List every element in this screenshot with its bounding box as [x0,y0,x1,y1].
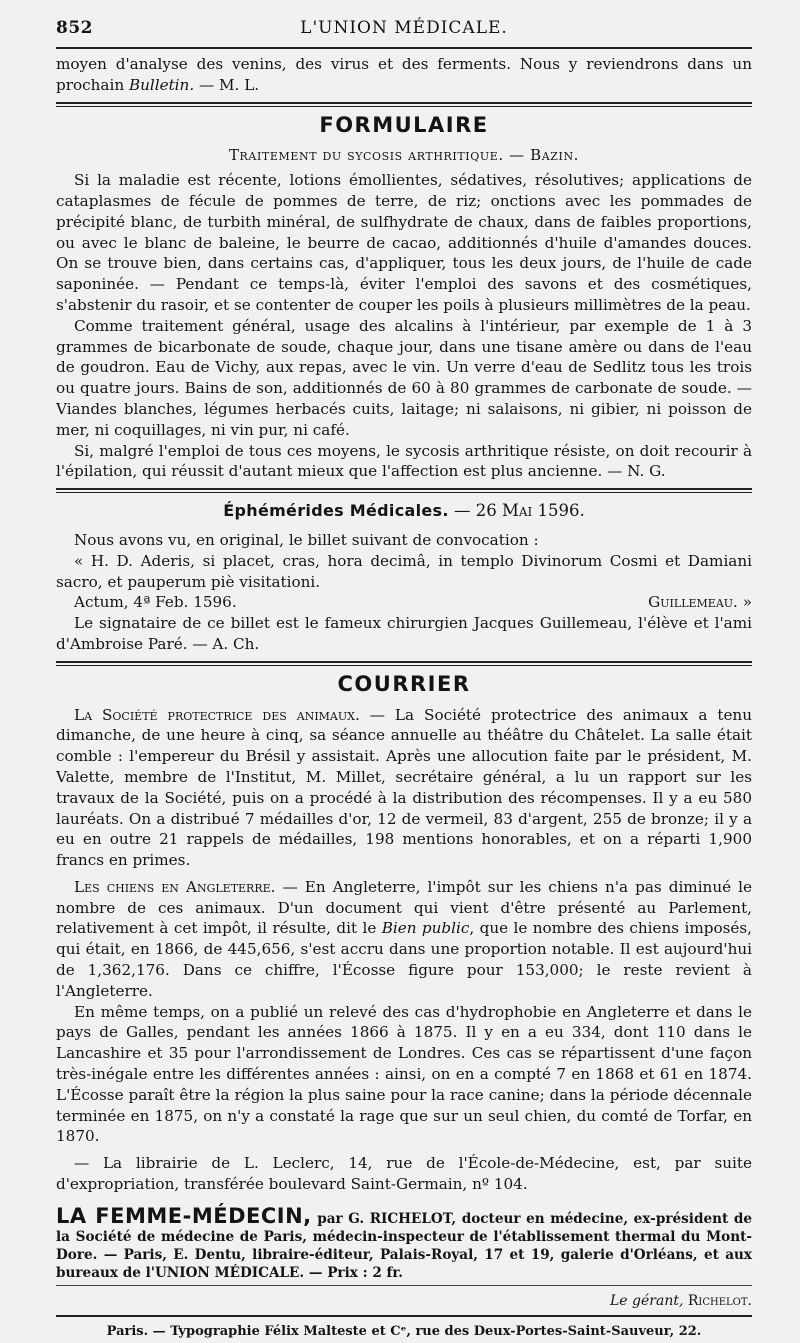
formulaire-heading: FORMULAIRE [319,112,489,137]
ephemerides-quote: « H. D. Aderis, si placet, cras, hora decimâ, in templo Divinorum Cosmi et Damiani sacro, et pauperum piè visitationi. [56,551,752,591]
footer-rule [56,1285,752,1286]
ephemerides-paragraph-1: Nous avons vu, en original, le billet suivant de convocation : [74,530,539,549]
section-divider [56,102,752,107]
courrier-lead-1: La Société protectrice des animaux. [74,705,360,724]
intro-paragraph [56,54,752,96]
intro-end: — M. L. [194,75,260,94]
courrier-paragraph-4: — La librairie de L. Leclerc, 14, rue de l'École-de-Médecine, est, par suite d'expropriation, transférée boulevard Saint-Germain, nº 104. [56,1154,752,1194]
actum-line [56,592,752,613]
courrier-emphasis: Bien public [381,919,470,938]
intro-text: moyen d'analyse des venins, des virus et des ferments. Nous y reviendrons dans un prochain [56,55,752,94]
gerant-line [56,1291,752,1312]
formulaire-paragraph-2: Comme traitement général, usage des alcalins à l'intérieur, par exemple de 1 à 3 grammes de bicarbonate de soude, chaque jour, dans une tisane amère ou dans de l'eau de goudron. Eau de Vichy, aux repas, avec le vin. Un verre d'eau de Sedlitz tous les trois ou quatre jours. Bains de son, additionnés de 60 à 80 grammes de carbonate de soude. — Viandes blanches, légumes herbacés cuits, laitage; ni salaisons, ni gibier, ni poisson de mer, ni coquillages, ni vin pur, ni café. [56,316,752,439]
courrier-paragraph-2 [56,877,752,1002]
intro-emphasis: Bulletin. [128,75,195,94]
formulaire-subtitle [56,145,752,166]
formulaire-paragraph-3: Si, malgré l'emploi de tous ces moyens, le sycosis arthritique résiste, on doit recourir à l'épilation, qui réussit d'autant mieux que l'affection est plus ancienne. — N. G. [56,441,752,481]
courrier-lead-2: Les chiens en Angleterre. [74,877,276,896]
advertisement [56,1203,752,1282]
courrier-heading: COURRIER [337,671,471,696]
ephemerides-date: — 26 Mai 1596. [448,501,585,521]
courrier-paragraph-3: En même temps, on a publié un relevé des cas d'hydrophobie en Angleterre et dans le pays de Galles, pendant les années 1866 à 1875. Il y en a eu 334, dont 110 dans le Lancashire et 35 pour l'arrondissement de Londres. Ces cas se répartissent d'une façon très-inégale entre les différentes années : ainsi, on en a compté 7 en 1868 et 61 en 1874. L'Écosse paraît être la région la plus saine pour la race canine; dans la période décennale terminée en 1875, on n'y a constaté la rage que sur un seul chien, du comté de Torfar, en 1870. [56,1002,752,1146]
formulaire-paragraph-1: Si la maladie est récente, lotions émollientes, sédatives, résolutives; applications de cataplasmes de fécule de pommes de terre, de riz; onctions avec les pommades de précipité blanc, de turbith minéral, de sulfhydrate de chaux, dans de faibles proportions, ou avec le blanc de baleine, le beurre de cacao, additionnés d'huile d'amandes douces. On se trouve bien, dans certains cas, d'appliquer, tous les deux jours, de l'huile de cade saponinée. — Pendant ce temps-là, éviter l'emploi des savons et des cosmétiques, s'abstenir du rasoir, et se contenter de couper les poils à plusieurs millimètres de la peau. [56,171,752,314]
page-header [56,18,752,44]
ephemerides-title: Éphémérides Médicales. [223,501,449,521]
page-number: 852 [56,18,93,38]
ephemerides-paragraph-3: Le signataire de ce billet est le fameux chirurgien Jacques Guillemeau, l'élève et l'ami d'Ambroise Paré. — A. Ch. [56,614,752,653]
subtitle-lead: Traitement du sycosis arthritique. [228,146,504,165]
section-divider [56,488,752,493]
header-rule [56,47,752,49]
advert-body: par G. RICHELOT, docteur en médecine, ex-président de la Société de médecine de Paris, médecin-inspecteur de l'établissement thermal du Mont-Dore. — Paris, E. Dentu, libraire-éditeur, Palais-Royal, 17 et 19, galerie d'Orléans, et aux bureaux de l'UNION MÉDICALE. — Prix : 2 fr. [56,1210,752,1281]
gerant-name: Richelot. [683,1292,752,1309]
footer-rule-2 [56,1315,752,1317]
ephemerides-heading [56,501,752,522]
signature: Guillemeau. » [648,593,752,612]
subtitle-author: — Bazin. [503,146,580,165]
courrier-paragraph-1 [56,705,752,871]
courrier-text-1: — La Société protectrice des animaux a tenu dimanche, de une heure à cinq, sa séance annuelle au théâtre du Châtelet. La salle était comble : l'empereur du Brésil y assistait. Après une allocution faite par le président, M. Valette, membre de l'Institut, M. Millet, secrétaire général, a lu un rapport sur les travaux de la Société, puis on a procédé à la distribution des récompenses. Il y a eu 580 lauréats. On a distribué 7 médailles d'or, 12 de vermeil, 83 d'argent, 255 de bronze; il y a eu en outre 21 rappels de médailles, 198 mentions honorables, et on a réparti 1,900 francs en primes. [56,705,752,870]
section-divider [56,661,752,666]
courrier-text-2a: — En Angleterre, l'impôt sur les chiens n'a pas diminué le nombre de ces animaux. D'un document qui vient d'être présenté au Parlement, relativement à cet impôt, il résulte, dit le [56,877,752,938]
advert-title: LA FEMME-MÉDECIN, [56,1203,312,1228]
running-title: L'UNION MÉDICALE. [300,18,508,38]
courrier-text-2b: , que le nombre des chiens imposés, qui était, en 1866, de 445,656, s'est accru dans une proportion notable. Il est aujourd'hui de 1,362,176. Dans ce chiffre, l'Écosse figure pour 153,000; le reste revient à l'Angleterre. [56,919,752,1000]
actum-date: Actum, 4ª Feb. 1596. [74,593,237,612]
printer-footer: Paris. — Typographie Félix Malteste et Cᵉ, rue des Deux-Portes-Saint-Sauveur, 22. [106,1323,702,1339]
gerant-label: Le gérant, [610,1292,684,1309]
